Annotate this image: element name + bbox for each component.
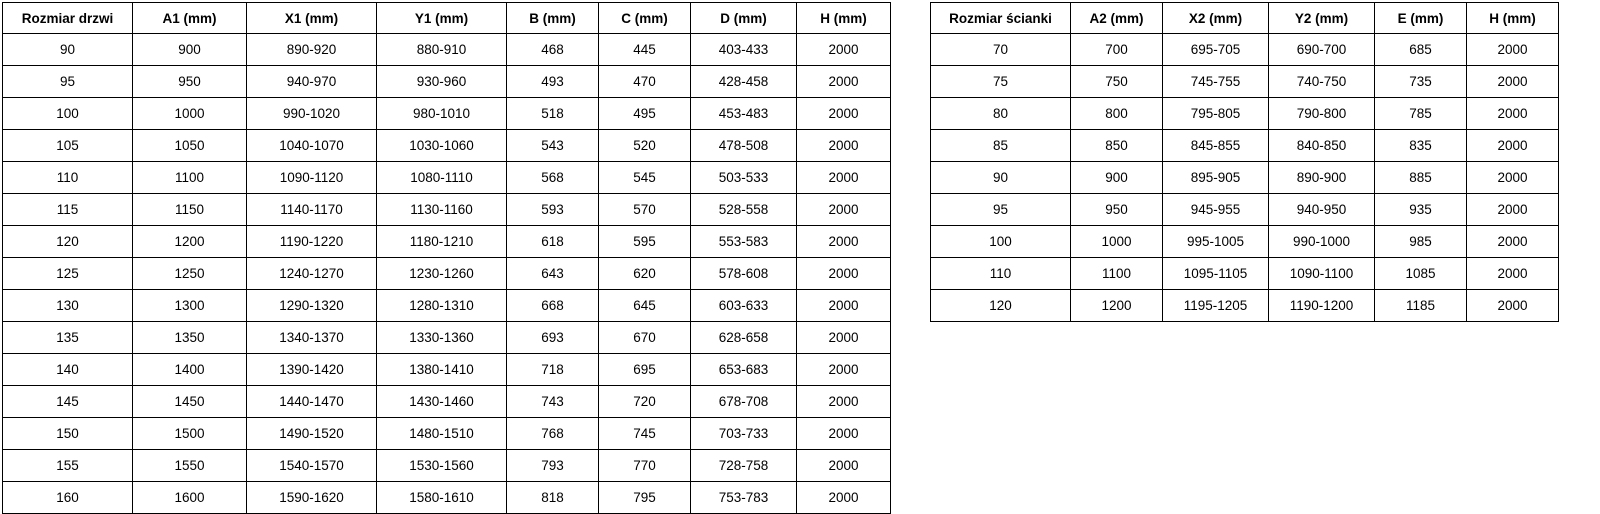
- table-cell: 120: [3, 226, 133, 258]
- table-cell: 1150: [133, 194, 247, 226]
- column-header: X2 (mm): [1163, 3, 1269, 34]
- table-cell: 740-750: [1269, 66, 1375, 98]
- table-cell: 1530-1560: [377, 450, 507, 482]
- table-cell: 1540-1570: [247, 450, 377, 482]
- table-cell: 678-708: [691, 386, 797, 418]
- column-header: Rozmiar ścianki: [931, 3, 1071, 34]
- table-cell: 735: [1375, 66, 1467, 98]
- table-cell: 728-758: [691, 450, 797, 482]
- table-cell: 125: [3, 258, 133, 290]
- table-row: [931, 226, 1559, 258]
- table-cell: 1490-1520: [247, 418, 377, 450]
- table-cell: 1140-1170: [247, 194, 377, 226]
- table-cell: 110: [3, 162, 133, 194]
- table-cell: 445: [599, 34, 691, 66]
- table-cell: 940-970: [247, 66, 377, 98]
- wall-dimensions-table: [930, 2, 1559, 322]
- table-cell: 745-755: [1163, 66, 1269, 98]
- table-cell: 690-700: [1269, 34, 1375, 66]
- table-cell: 85: [931, 130, 1071, 162]
- table-cell: 568: [507, 162, 599, 194]
- table-cell: 645: [599, 290, 691, 322]
- table-cell: 545: [599, 162, 691, 194]
- table-cell: 2000: [1467, 34, 1559, 66]
- table-cell: 995-1005: [1163, 226, 1269, 258]
- table-cell: 743: [507, 386, 599, 418]
- column-header: E (mm): [1375, 3, 1467, 34]
- table-cell: 753-783: [691, 482, 797, 514]
- table-cell: 935: [1375, 194, 1467, 226]
- table-cell: 718: [507, 354, 599, 386]
- table-cell: 80: [931, 98, 1071, 130]
- column-header: D (mm): [691, 3, 797, 34]
- table-cell: 160: [3, 482, 133, 514]
- table-cell: 1400: [133, 354, 247, 386]
- table-cell: 745: [599, 418, 691, 450]
- table-cell: 570: [599, 194, 691, 226]
- table-cell: 720: [599, 386, 691, 418]
- table-cell: 2000: [797, 354, 891, 386]
- table-cell: 1390-1420: [247, 354, 377, 386]
- table-cell: 900: [1071, 162, 1163, 194]
- table-cell: 1085: [1375, 258, 1467, 290]
- table-cell: 1430-1460: [377, 386, 507, 418]
- doors-table-body: [3, 34, 891, 514]
- wall-table-container: [930, 2, 1559, 322]
- table-cell: 155: [3, 450, 133, 482]
- table-cell: 980-1010: [377, 98, 507, 130]
- table-cell: 930-960: [377, 66, 507, 98]
- table-cell: 880-910: [377, 34, 507, 66]
- column-header: Rozmiar drzwi: [3, 3, 133, 34]
- table-cell: 2000: [797, 290, 891, 322]
- table-cell: 1090-1100: [1269, 258, 1375, 290]
- table-cell: 1000: [133, 98, 247, 130]
- wall-table-body: [931, 34, 1559, 322]
- table-cell: 520: [599, 130, 691, 162]
- table-cell: 2000: [1467, 130, 1559, 162]
- table-cell: 2000: [1467, 66, 1559, 98]
- table-cell: 2000: [797, 66, 891, 98]
- table-row: [3, 162, 891, 194]
- table-cell: 70: [931, 34, 1071, 66]
- column-header: A2 (mm): [1071, 3, 1163, 34]
- table-cell: 100: [3, 98, 133, 130]
- table-cell: 603-633: [691, 290, 797, 322]
- table-cell: 1590-1620: [247, 482, 377, 514]
- table-cell: 1330-1360: [377, 322, 507, 354]
- table-cell: 1300: [133, 290, 247, 322]
- table-cell: 1180-1210: [377, 226, 507, 258]
- table-row: [3, 482, 891, 514]
- table-row: [3, 258, 891, 290]
- table-cell: 2000: [797, 450, 891, 482]
- table-row: [3, 418, 891, 450]
- table-cell: 940-950: [1269, 194, 1375, 226]
- table-cell: 2000: [797, 418, 891, 450]
- table-cell: 990-1020: [247, 98, 377, 130]
- column-header: X1 (mm): [247, 3, 377, 34]
- table-cell: 120: [931, 290, 1071, 322]
- table-cell: 1290-1320: [247, 290, 377, 322]
- table-row: [3, 450, 891, 482]
- table-cell: 643: [507, 258, 599, 290]
- table-row: [3, 194, 891, 226]
- table-cell: 150: [3, 418, 133, 450]
- table-cell: 845-855: [1163, 130, 1269, 162]
- table-cell: 1190-1220: [247, 226, 377, 258]
- table-cell: 1040-1070: [247, 130, 377, 162]
- table-cell: 695: [599, 354, 691, 386]
- table-row: [931, 258, 1559, 290]
- table-cell: 1185: [1375, 290, 1467, 322]
- column-header: H (mm): [1467, 3, 1559, 34]
- wall-table-header: [931, 3, 1559, 34]
- table-cell: 90: [3, 34, 133, 66]
- table-cell: 2000: [797, 322, 891, 354]
- table-cell: 2000: [797, 226, 891, 258]
- table-cell: 2000: [797, 162, 891, 194]
- table-cell: 750: [1071, 66, 1163, 98]
- table-cell: 1195-1205: [1163, 290, 1269, 322]
- table-cell: 1000: [1071, 226, 1163, 258]
- table-cell: 468: [507, 34, 599, 66]
- table-cell: 1230-1260: [377, 258, 507, 290]
- table-cell: 1100: [133, 162, 247, 194]
- table-row: [3, 322, 891, 354]
- table-cell: 110: [931, 258, 1071, 290]
- table-cell: 1480-1510: [377, 418, 507, 450]
- table-cell: 1440-1470: [247, 386, 377, 418]
- table-row: [931, 162, 1559, 194]
- table-cell: 950: [1071, 194, 1163, 226]
- table-cell: 1340-1370: [247, 322, 377, 354]
- table-cell: 2000: [1467, 226, 1559, 258]
- table-cell: 945-955: [1163, 194, 1269, 226]
- table-cell: 685: [1375, 34, 1467, 66]
- table-cell: 2000: [797, 258, 891, 290]
- table-cell: 1090-1120: [247, 162, 377, 194]
- table-cell: 130: [3, 290, 133, 322]
- table-cell: 628-658: [691, 322, 797, 354]
- table-cell: 100: [931, 226, 1071, 258]
- table-cell: 553-583: [691, 226, 797, 258]
- table-cell: 1580-1610: [377, 482, 507, 514]
- table-cell: 403-433: [691, 34, 797, 66]
- table-row: [931, 290, 1559, 322]
- table-cell: 1030-1060: [377, 130, 507, 162]
- table-cell: 840-850: [1269, 130, 1375, 162]
- table-cell: 703-733: [691, 418, 797, 450]
- table-row: [931, 130, 1559, 162]
- table-cell: 1095-1105: [1163, 258, 1269, 290]
- table-cell: 700: [1071, 34, 1163, 66]
- table-cell: 795-805: [1163, 98, 1269, 130]
- table-cell: 578-608: [691, 258, 797, 290]
- table-cell: 1350: [133, 322, 247, 354]
- table-cell: 1240-1270: [247, 258, 377, 290]
- table-cell: 543: [507, 130, 599, 162]
- table-cell: 895-905: [1163, 162, 1269, 194]
- column-header: C (mm): [599, 3, 691, 34]
- table-row: [3, 130, 891, 162]
- table-cell: 800: [1071, 98, 1163, 130]
- table-row: [3, 98, 891, 130]
- column-header: Y2 (mm): [1269, 3, 1375, 34]
- table-cell: 693: [507, 322, 599, 354]
- table-cell: 890-900: [1269, 162, 1375, 194]
- table-cell: 1130-1160: [377, 194, 507, 226]
- table-cell: 668: [507, 290, 599, 322]
- table-cell: 770: [599, 450, 691, 482]
- table-cell: 428-458: [691, 66, 797, 98]
- table-cell: 793: [507, 450, 599, 482]
- table-cell: 1200: [1071, 290, 1163, 322]
- table-cell: 785: [1375, 98, 1467, 130]
- table-cell: 1380-1410: [377, 354, 507, 386]
- table-cell: 1050: [133, 130, 247, 162]
- table-cell: 1280-1310: [377, 290, 507, 322]
- table-cell: 2000: [1467, 162, 1559, 194]
- table-row: [931, 194, 1559, 226]
- table-cell: 528-558: [691, 194, 797, 226]
- table-cell: 2000: [1467, 290, 1559, 322]
- table-cell: 1080-1110: [377, 162, 507, 194]
- table-cell: 1250: [133, 258, 247, 290]
- table-row: [3, 66, 891, 98]
- table-cell: 1500: [133, 418, 247, 450]
- table-cell: 145: [3, 386, 133, 418]
- table-cell: 1600: [133, 482, 247, 514]
- table-row: [3, 386, 891, 418]
- table-cell: 2000: [797, 98, 891, 130]
- column-header: B (mm): [507, 3, 599, 34]
- table-cell: 95: [931, 194, 1071, 226]
- doors-table-container: [2, 2, 891, 514]
- table-cell: 818: [507, 482, 599, 514]
- doors-dimensions-table: [2, 2, 891, 514]
- table-cell: 1450: [133, 386, 247, 418]
- table-cell: 495: [599, 98, 691, 130]
- table-header-row: [931, 3, 1559, 34]
- table-cell: 2000: [1467, 258, 1559, 290]
- table-cell: 2000: [797, 386, 891, 418]
- table-cell: 478-508: [691, 130, 797, 162]
- table-cell: 885: [1375, 162, 1467, 194]
- table-cell: 593: [507, 194, 599, 226]
- table-cell: 75: [931, 66, 1071, 98]
- table-cell: 105: [3, 130, 133, 162]
- table-cell: 493: [507, 66, 599, 98]
- table-cell: 453-483: [691, 98, 797, 130]
- table-cell: 985: [1375, 226, 1467, 258]
- table-cell: 850: [1071, 130, 1163, 162]
- table-cell: 2000: [797, 482, 891, 514]
- table-header-row: [3, 3, 891, 34]
- doors-table-header: [3, 3, 891, 34]
- table-row: [3, 290, 891, 322]
- column-header: Y1 (mm): [377, 3, 507, 34]
- table-row: [3, 354, 891, 386]
- table-cell: 503-533: [691, 162, 797, 194]
- table-cell: 950: [133, 66, 247, 98]
- table-row: [931, 66, 1559, 98]
- table-row: [3, 34, 891, 66]
- table-cell: 2000: [797, 34, 891, 66]
- table-cell: 1200: [133, 226, 247, 258]
- table-row: [931, 34, 1559, 66]
- table-cell: 890-920: [247, 34, 377, 66]
- table-cell: 1100: [1071, 258, 1163, 290]
- table-row: [931, 98, 1559, 130]
- column-header: H (mm): [797, 3, 891, 34]
- table-cell: 2000: [797, 130, 891, 162]
- table-cell: 620: [599, 258, 691, 290]
- table-cell: 1550: [133, 450, 247, 482]
- table-cell: 1190-1200: [1269, 290, 1375, 322]
- table-cell: 795: [599, 482, 691, 514]
- table-cell: 618: [507, 226, 599, 258]
- table-cell: 115: [3, 194, 133, 226]
- table-cell: 95: [3, 66, 133, 98]
- table-cell: 135: [3, 322, 133, 354]
- table-cell: 470: [599, 66, 691, 98]
- table-cell: 670: [599, 322, 691, 354]
- table-cell: 518: [507, 98, 599, 130]
- table-cell: 90: [931, 162, 1071, 194]
- table-cell: 835: [1375, 130, 1467, 162]
- table-cell: 768: [507, 418, 599, 450]
- table-cell: 595: [599, 226, 691, 258]
- table-cell: 990-1000: [1269, 226, 1375, 258]
- table-cell: 2000: [1467, 98, 1559, 130]
- table-cell: 695-705: [1163, 34, 1269, 66]
- table-row: [3, 226, 891, 258]
- table-cell: 653-683: [691, 354, 797, 386]
- table-cell: 2000: [797, 194, 891, 226]
- table-cell: 140: [3, 354, 133, 386]
- table-cell: 790-800: [1269, 98, 1375, 130]
- table-cell: 2000: [1467, 194, 1559, 226]
- column-header: A1 (mm): [133, 3, 247, 34]
- table-cell: 900: [133, 34, 247, 66]
